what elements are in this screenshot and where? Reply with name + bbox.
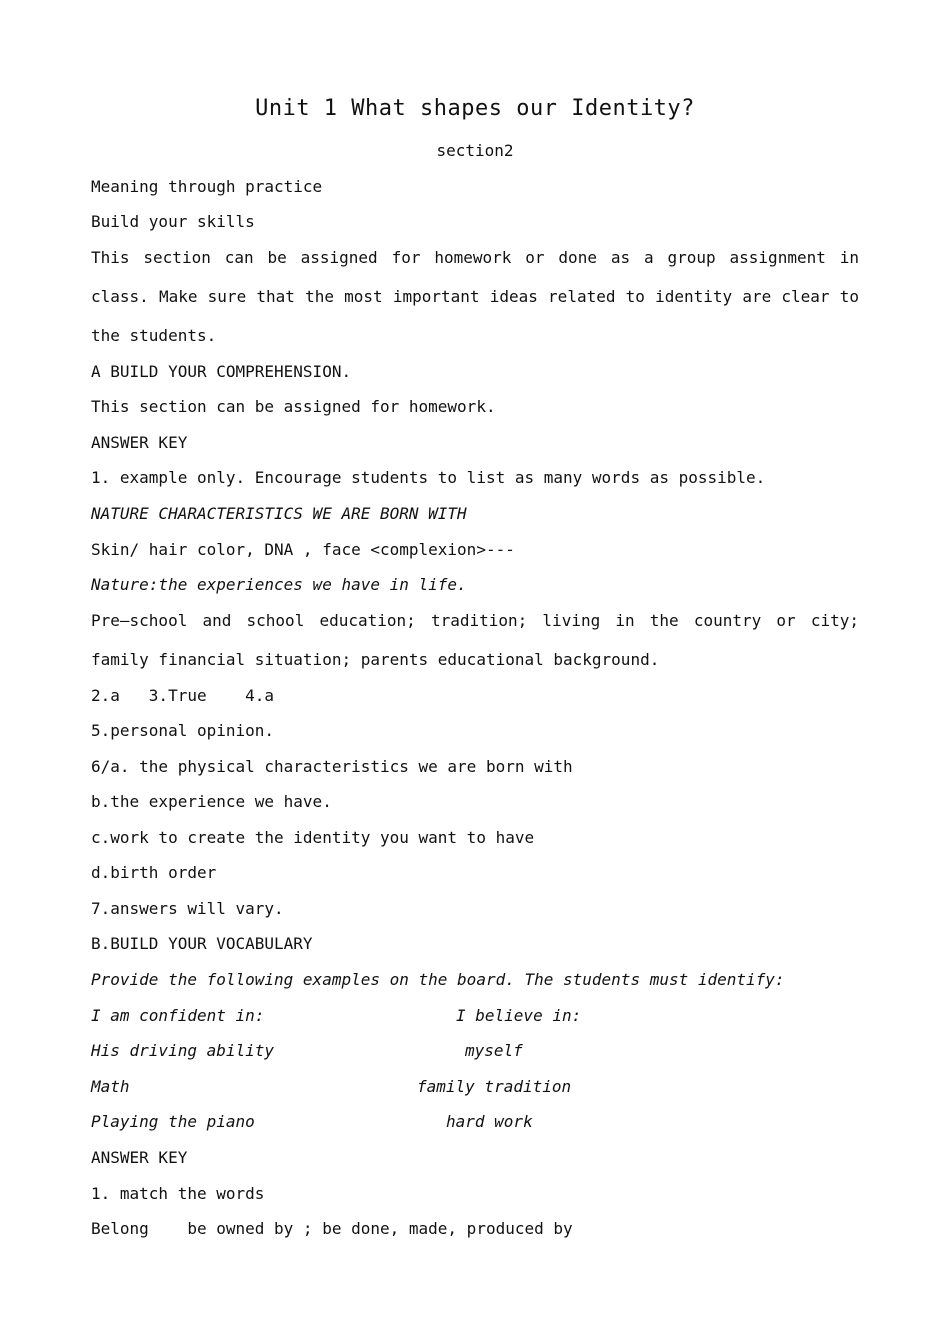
examples-right-cell: myself — [465, 1041, 523, 1060]
examples-left-cell: Playing the piano — [91, 1112, 255, 1131]
examples-left-header: I am confident in: — [91, 1006, 265, 1025]
answer-item: 7.answers will vary. — [91, 899, 284, 918]
section-heading: B.BUILD YOUR VOCABULARY — [91, 934, 313, 953]
paragraph-line: family financial situation; parents educational background. — [91, 650, 660, 669]
paragraph-line: Pre—school and school education; tradition; living in the country or city; — [91, 611, 859, 630]
answer-item: Belong be owned by ; be done, made, produced by — [91, 1219, 573, 1238]
text-line: Skin/ hair color, DNA , face <complexion>--- — [91, 540, 515, 559]
examples-left-cell: Math — [91, 1077, 130, 1096]
answer-item: c.work to create the identity you want to have — [91, 828, 535, 847]
text-line: Build your skills — [91, 212, 255, 231]
section-heading: A BUILD YOUR COMPREHENSION. — [91, 362, 352, 381]
italic-line: Nature:the experiences we have in life. — [91, 575, 467, 594]
answer-item: 1. match the words — [91, 1184, 265, 1203]
paragraph-line: This section can be assigned for homework or done as a group assignment in — [91, 248, 859, 267]
italic-heading: NATURE CHARACTERISTICS WE ARE BORN WITH — [91, 504, 467, 523]
answer-item: 5.personal opinion. — [91, 721, 275, 740]
answer-key-heading: ANSWER KEY — [91, 1148, 188, 1167]
examples-left-cell: His driving ability — [91, 1041, 275, 1060]
answer-item: d.birth order — [91, 863, 217, 882]
page-title: Unit 1 What shapes our Identity? — [255, 96, 695, 121]
text-line: Meaning through practice — [91, 177, 323, 196]
answer-item: 1. example only. Encourage students to list as many words as possible. — [91, 468, 766, 487]
examples-right-header: I believe in: — [456, 1006, 582, 1025]
text-line: This section can be assigned for homework. — [91, 397, 496, 416]
paragraph-line: the students. — [91, 326, 217, 345]
paragraph-line: class. Make sure that the most important ideas related to identity are clear to — [91, 287, 859, 306]
answer-item: 2.a 3.True 4.a — [91, 686, 275, 705]
italic-instruction: Provide the following examples on the board. The students must identify: — [91, 970, 785, 989]
answer-item: 6/a. the physical characteristics we are born with — [91, 757, 573, 776]
answer-key-heading: ANSWER KEY — [91, 433, 188, 452]
examples-right-cell: family tradition — [417, 1077, 572, 1096]
page-subtitle: section2 — [436, 141, 514, 160]
answer-item: b.the experience we have. — [91, 792, 332, 811]
examples-right-cell: hard work — [446, 1112, 533, 1131]
